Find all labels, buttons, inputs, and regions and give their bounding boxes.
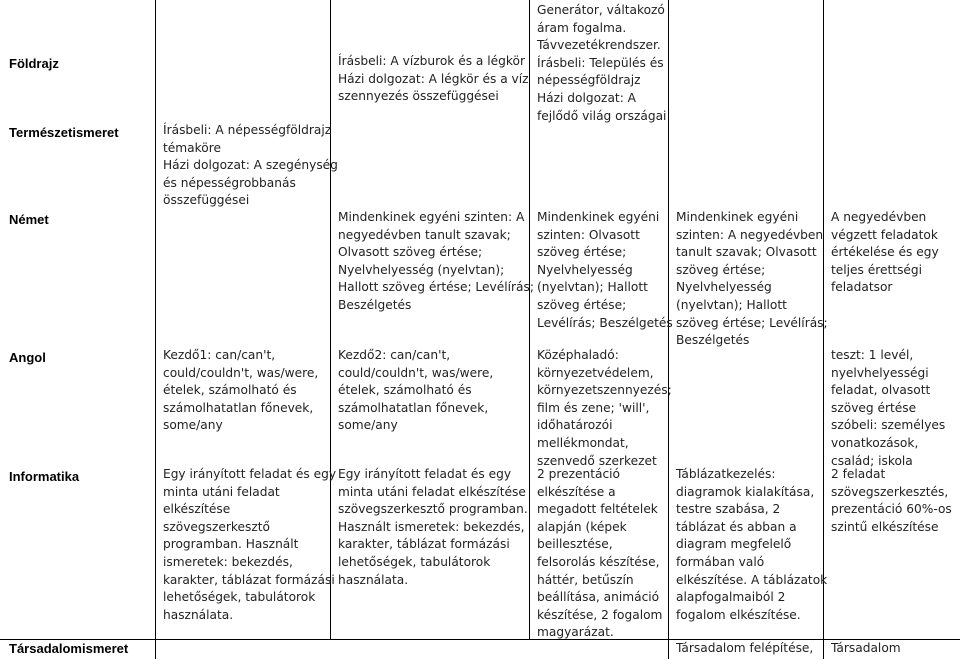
cell-nemet-q2: Mindenkinek egyéni szinten: A negyedévben tanult szavak; Olvasott szöveg értése; Nyelvhelyesség (nyelvtan); Hallott szöveg értése; Levélírás; Beszélgetés	[338, 210, 534, 312]
column-divider	[155, 0, 156, 659]
cell-angol-q3: Középhaladó: környezetvédelem, környezetszennyezés; film és zene; 'will', időhatározói mellékmondat, szenvedő szerkezet	[537, 348, 672, 468]
cell-informatika-q1: Egy irányított feladat és egy minta utáni feladat elkészítése szövegszerkesztő programban. Használt ismeretek: bekezdés, karakter, táblázat formázási lehetőségek, tabulátorok használata.	[163, 467, 337, 622]
cell-informatika-q3: 2 prezentáció elkészítése a megadott feltételek alapján (képek beillesztése, felsorolás készítése, háttér, betűszín beállítása, animáció készítése, 2 fogalom magyarázat.	[537, 467, 663, 640]
cell-angol-q2: Kezdő2: can/can't, could/couldn't, was/were, ételek, számolható és számolhatatlan főnevek, some/any	[338, 348, 494, 433]
cell-foldrajz-q2: Írásbeli: A vízburok és a légkör Házi dolgozat: A légkör és a víz szennyezés összefüggései	[338, 54, 529, 104]
subject-label-foldrajz: Földrajz	[9, 56, 59, 71]
cell-informatika-q5: 2 feladat szövegszerkesztés, prezentáció 60%-os szintű elkészítése	[831, 467, 952, 534]
cell-informatika-q2: Egy irányított feladat és egy minta utáni feladat elkészítése szövegszerkesztő programban. Használt ismeretek: bekezdés, karakter, táblázat formázási lehetőségek, tabulátorok használata.	[338, 467, 528, 587]
cell-tarsadalomismeret-q4: Társadalom felépítése,	[676, 641, 814, 655]
cell-nemet-q3: Mindenkinek egyéni szinten: Olvasott szöveg értése; Nyelvhelyesség (nyelvtan); Hallott szöveg értése; Levélírás; Beszélgetés	[537, 210, 673, 330]
subject-label-termeszetismeret: Természetismeret	[9, 125, 119, 140]
cell-nemet-q5: A negyedévben végzett feladatok értékelése és egy teljes érettségi feladatsor	[831, 210, 939, 295]
row-divider	[0, 639, 960, 640]
subject-label-nemet: Német	[9, 212, 49, 227]
cell-angol-q1: Kezdő1: can/can't, could/couldn't, was/were, ételek, számolható és számolhatatlan főnevek, some/any	[163, 348, 319, 433]
column-divider	[529, 0, 530, 639]
cell-termeszetismeret-q1: Írásbeli: A népességföldrajz témaköre Házi dolgozat: A szegénység és népességrobbanás összefüggései	[163, 123, 338, 208]
cell-angol-q5: teszt: 1 levél, nyelvhelyességi feladat, olvasott szöveg értése szóbeli: személyes vonatkozások, család; iskola	[831, 348, 946, 468]
cell-tarsadalomismeret-q5: Társadalom	[831, 641, 901, 655]
cell-nemet-q4: Mindenkinek egyéni szinten: A negyedévben tanult szavak; Olvasott szöveg értése; Nyelvhelyesség (nyelvtan); Hallott szöveg értése; Levélírás; Beszélgetés	[676, 210, 828, 348]
subject-label-tarsadalomismeret: Társadalomismeret	[9, 641, 129, 656]
subject-label-angol: Angol	[9, 350, 46, 365]
cell-informatika-q4: Táblázatkezelés: diagramok kialakítása, testre szabása, 2 táblázat és abban a diagram megfelelő formában való elkészítése. A táblázatok alapfogalmaiból 2 fogalom elkészítése.	[676, 467, 828, 622]
subject-label-informatika: Informatika	[9, 469, 80, 484]
cell-foldrajz-q3: Generátor, váltakozó áram fogalma. Távvezetékrendszer. Írásbeli: Település és népességföldrajz Házi dolgozat: A fejlődő világ országai	[537, 3, 667, 123]
